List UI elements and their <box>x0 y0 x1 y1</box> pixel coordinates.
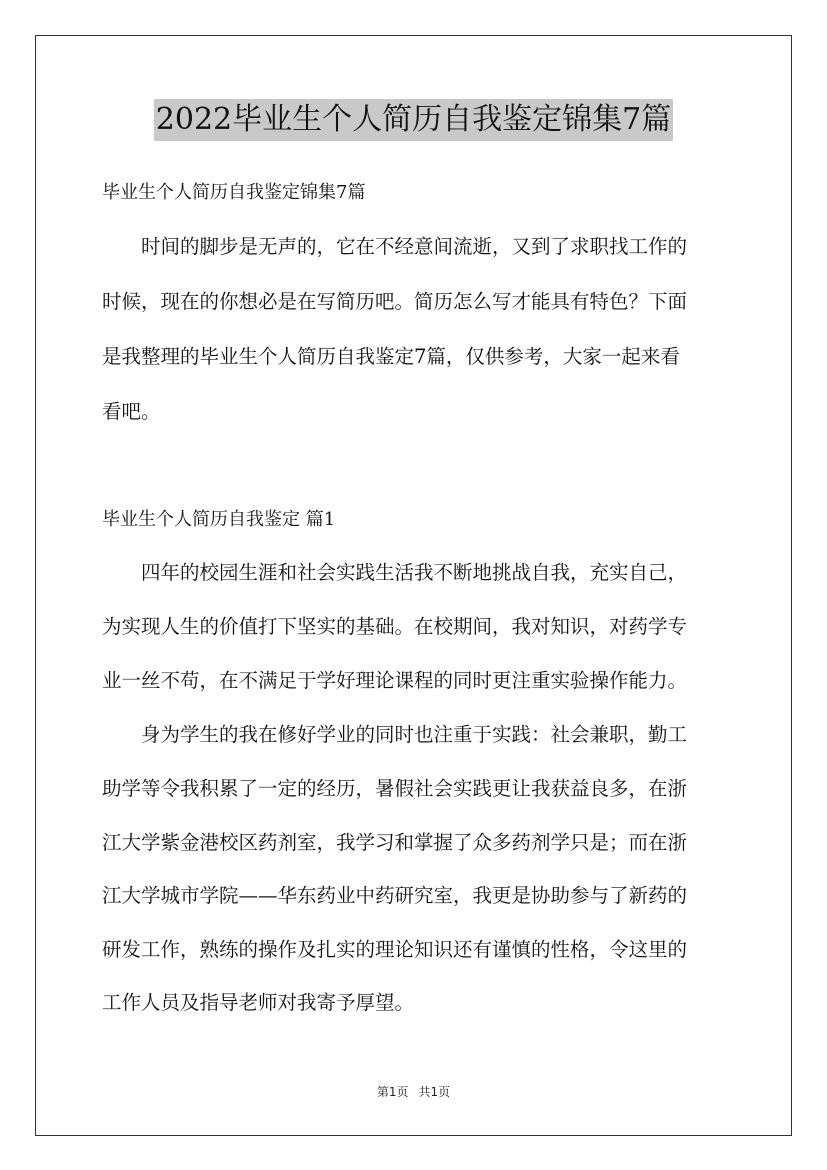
page-footer <box>0 1083 827 1100</box>
section-heading: 毕业生个人简历自我鉴定 篇1 <box>102 509 336 530</box>
intro-line-3: 是我整理的毕业生个人简历自我鉴定7篇，仅供参考，大家一起来看 <box>102 345 680 368</box>
paragraph-line: 业一丝不苟，在不满足于学好理论课程的同时更注重实验操作能力。 <box>102 669 688 692</box>
page-total: 共1页 <box>418 1085 451 1099</box>
paragraph-line: 身为学生的我在修好学业的同时也注重于实践：社会兼职，勤工 <box>102 723 688 746</box>
paragraph-line: 工作人员及指导老师对我寄予厚望。 <box>102 991 415 1014</box>
paragraph-line: 江大学紫金港校区药剂室，我学习和掌握了众多药剂学只是；而在浙 <box>102 831 688 854</box>
title-container <box>0 99 827 141</box>
intro-line-4: 看吧。 <box>102 400 161 423</box>
paragraph-line: 四年的校园生涯和社会实践生活我不断地挑战自我，充实自己， <box>102 561 688 584</box>
intro-line-1: 时间的脚步是无声的，它在不经意间流逝，又到了求职找工作的 <box>102 235 688 258</box>
paragraph-line: 江大学城市学院——华东药业中药研究室，我更是协助参与了新药的 <box>102 884 688 907</box>
paragraph-line: 研发工作，熟练的操作及扎实的理论知识还有谨慎的性格，令这里的 <box>102 938 688 961</box>
paragraph-line: 为实现人生的价值打下坚实的基础。在校期间，我对知识，对药学专 <box>102 615 688 638</box>
paragraph-line: 助学等令我积累了一定的经历，暑假社会实践更让我获益良多，在浙 <box>102 777 688 800</box>
intro-line-2: 时候，现在的你想必是在写简历吧。简历怎么写才能具有特色？下面 <box>102 290 688 313</box>
document-subtitle: 毕业生个人简历自我鉴定锦集7篇 <box>102 182 366 203</box>
page-number: 第1页 <box>376 1085 409 1099</box>
document-title: 2022毕业生个人简历自我鉴定锦集7篇 <box>154 99 673 141</box>
